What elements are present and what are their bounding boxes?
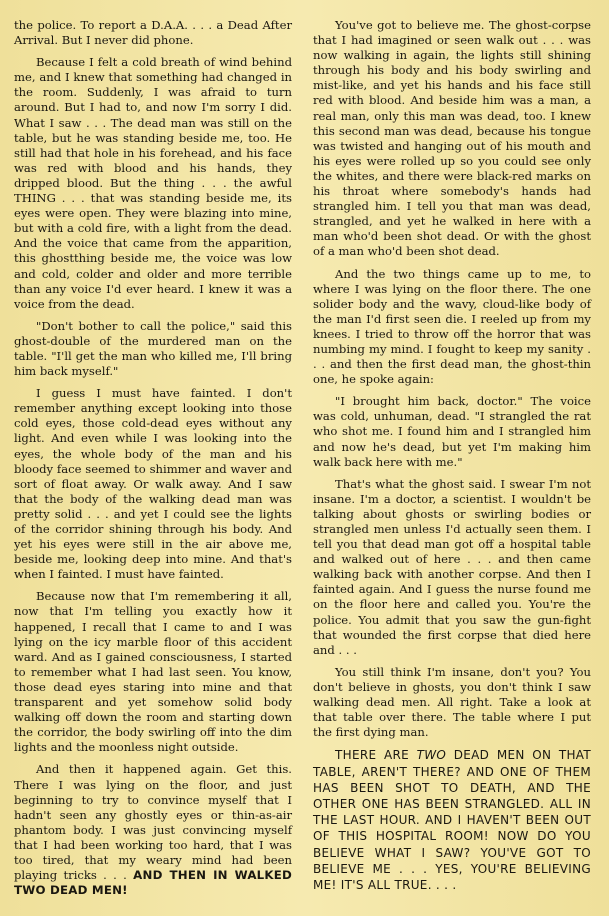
right-column	[313, 18, 591, 900]
paragraph: I guess I must have fainted. I don't remember anything except looking into those cold eyes, those cold-dead eyes without any light. And even while I was looking into the eyes, the whole body of the man and his bloody face seemed to shimmer and waver and sort of float away. Or walk away. And I saw that the body of the walking dead man was pretty solid . . . and yet I could see the lights of the corridor shining through his body. And yet his eyes were still in the air above me, beside me, looking deep into mine. And that's when I fainted. I must have fainted.	[14, 386, 292, 582]
caps-text: DEAD MEN ON THAT TABLE, AREN'T THERE? AND ONE OF THEM HAS BEEN SHOT TO DEATH, AND THE OTHER ONE HAS BEEN STRANGLED. ALL IN THE LAST HOUR. AND I HAVEN'T BEEN OUT OF THIS HOSPITAL ROOM! NOW DO YOU BELIEVE WHAT I SAW? YOU'VE GOT TO BELIEVE ME . . . YES, YOU'RE BELIEVING ME! IT'S ALL TRUE. . . .	[313, 748, 592, 892]
paragraph: You've got to believe me. The ghost-corpse that I had imagined or seen walk out . . . was now walking in again, the lights still shining through his body and his body swirling and mist-like, and yet his hands and his face still red with blood. And beside him was a man, a real man, only this man was dead, too. I knew this second man was dead, because his tongue was twisted and hanging out of his mouth and his eyes were rolled up so you could see only the whites, and there were black-red marks on his throat where somebody's hands had strangled him. I tell you that man was dead, strangled, and yet he walked in here with a man who'd been shot dead. Or with the ghost of a man who'd been shot dead.	[313, 18, 591, 259]
paragraph: "I brought him back, doctor." The voice was cold, unhuman, dead. "I strangled the rat who shot me. I found him and I strangled him and now he's dead, but yet I'm making him walk back here with me."	[313, 394, 591, 469]
paragraph: That's what the ghost said. I swear I'm not insane. I'm a doctor, a scientist. I wouldn't be talking about ghosts or swirling bodies or strangled men unless I'd actually seen them. I tell you that dead man got off a hospital table and walked out of here . . . and then came walking back with another corpse. And then I fainted again. And I guess the nurse found me on the floor here and called you. You're the police. You admit that you saw the gun-fight that wounded the first corpse that died here and . . .	[313, 476, 591, 657]
caps-emphasis: TWO	[416, 748, 447, 763]
paragraph-text: And then it happened again. Get this. There I was lying on the floor, and just beginning to try to convince myself that I hadn't seen any ghostly eyes or thin-as-air phantom body. I was just convincing myself that I had been working too hard, that I was too tired, that my weary mind had been playing tricks . . .	[14, 762, 292, 883]
paragraph	[14, 762, 292, 898]
paragraph: Because I felt a cold breath of wind behind me, and I knew that something had changed in the room. Suddenly, I was afraid to turn around. But I had to, and now I'm sorry I did. What I saw . . . The dead man was still on the table, but he was standing beside me, too. He still had that hole in his forehead, and his face was red with blood and his hands, they dripped blood. But the thing . . . the awful THING . . . that was standing beside me, its eyes were open. They were blazing into mine, but with a cold fire, with a light from the dead. And the voice that came from the apparition, this ghostthing beside me, the voice was low and cold, colder and older and more terrible than any voice I'd ever heard. I knew it was a voice from the dead.	[14, 55, 292, 311]
caps-closing-paragraph	[313, 747, 591, 893]
paragraph: And the two things came up to me, to where I was lying on the floor there. The one solider body and the wavy, cloud-like body of the man I'd first seen die. I reeled up from my knees. I tried to throw off the horror that was numbing my mind. I fought to keep my sanity . . . and then the first dead man, the ghost-thin one, he spoke again:	[313, 266, 591, 387]
left-column	[14, 18, 292, 905]
paragraph: the police. To report a D.A.A. . . . a Dead After Arrival. But I never did phone.	[14, 18, 292, 48]
caps-text: THERE ARE	[335, 748, 409, 763]
caps-exclamation: AND THEN IN WALKED TWO DEAD MEN!	[14, 868, 292, 898]
paragraph: Because now that I'm remembering it all, now that I'm telling you exactly how it happened, I recall that I came to and I was lying on the icy marble floor of this accident ward. And as I gained consciousness, I started to remember what I had last seen. You know, those dead eyes staring into mine and that transparent and yet somehow solid body walking off down the room and starting down the corridor, the body swirling off into the dim lights and the moonless night outside.	[14, 589, 292, 755]
paragraph: You still think I'm insane, don't you? You don't believe in ghosts, you don't think I saw walking dead men. All right. Take a look at that table over there. The table where I put the first dying man.	[313, 664, 591, 740]
paragraph: "Don't bother to call the police," said this ghost-double of the murdered man on the table. "I'll get the man who killed me, I'll bring him back myself."	[14, 318, 292, 379]
